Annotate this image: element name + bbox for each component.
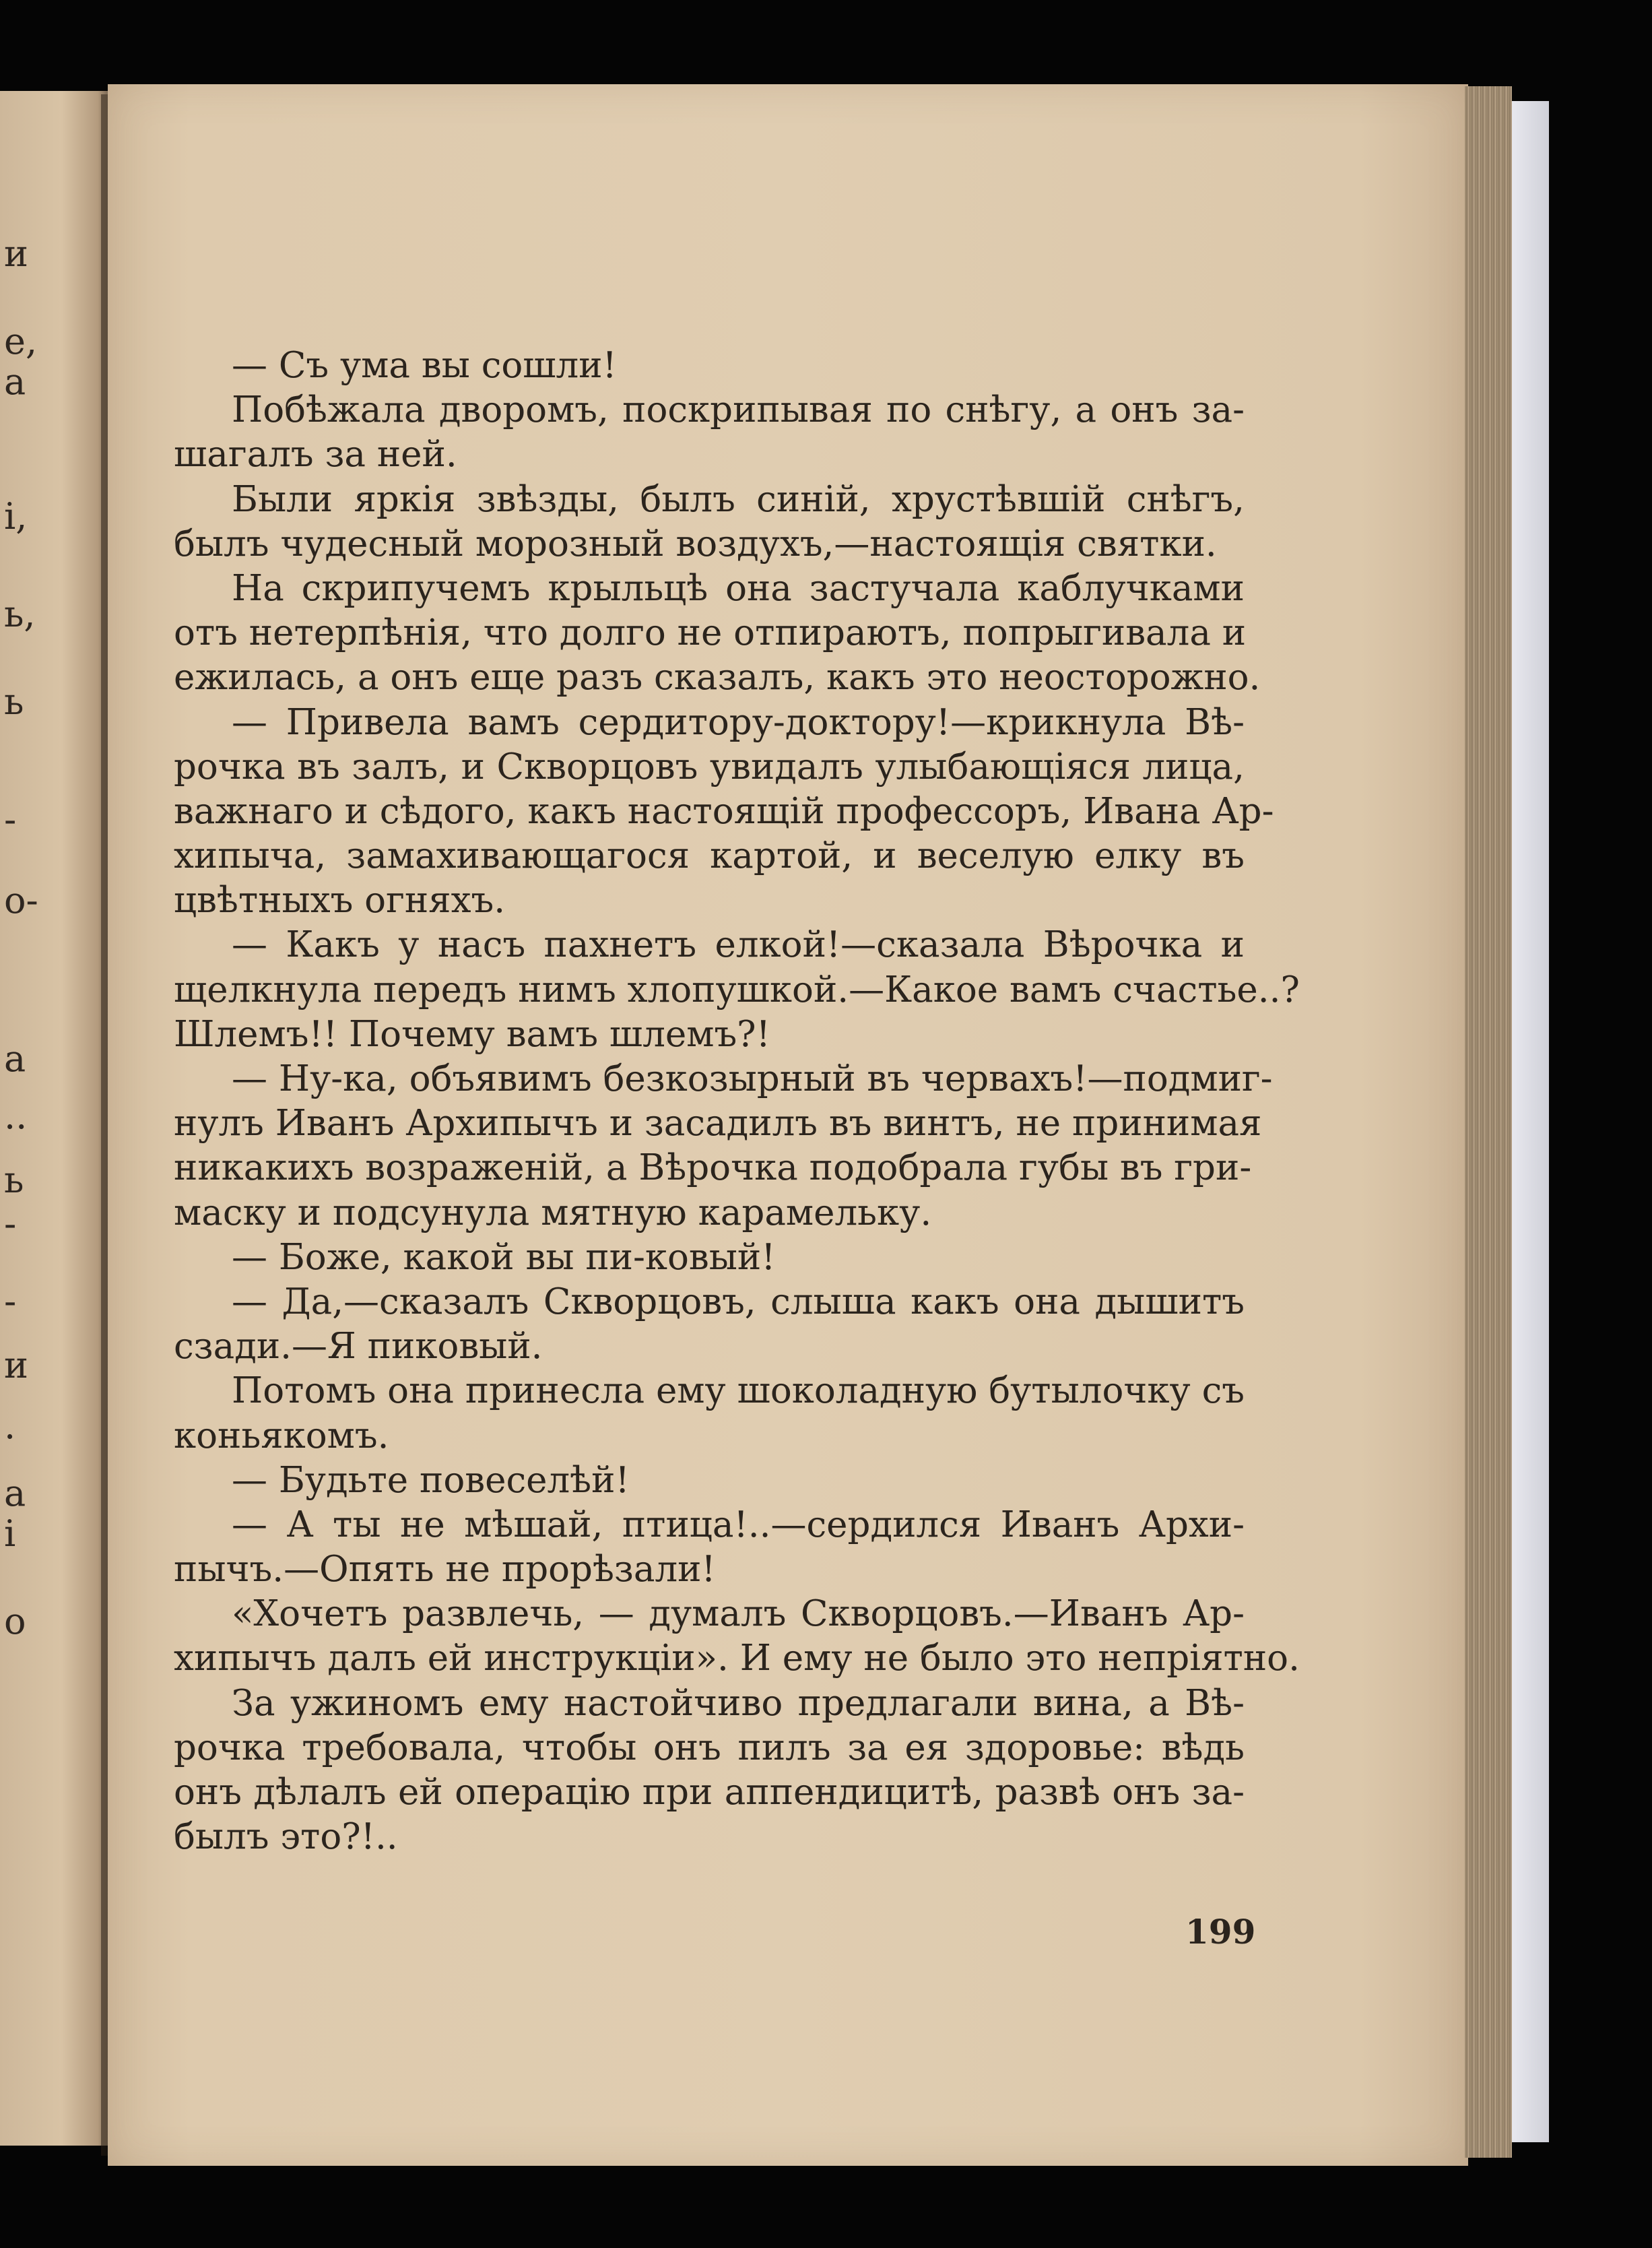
left-page-fragment: а — [4, 1037, 26, 1080]
left-page-fragment: а — [4, 1472, 26, 1514]
previous-page-edge — [0, 91, 111, 2146]
text-line: маску и подсунула мятную карамельку. — [174, 1192, 932, 1233]
left-page-fragment: о — [4, 1600, 26, 1642]
text-line: отъ нетерпѣнія, что долго не отпираютъ, попрыгивала и — [174, 612, 1247, 654]
text-line: Шлемъ!! Почему вамъ шлемъ?! — [174, 1013, 770, 1055]
text-line: ежилась, а онъ еще разъ сказалъ, какъ это неосторожно. — [174, 657, 1261, 699]
text-line: — А ты не мѣшай, птица!..—сердился Иванъ Архи- — [232, 1504, 1245, 1545]
text-line: — Да,—сказалъ Скворцовъ, слыша какъ она дышитъ — [232, 1281, 1245, 1322]
text-line: За ужиномъ ему настойчиво предлагали вина, а Вѣ- — [232, 1682, 1245, 1724]
text-line: — Боже, какой вы пи-ковый! — [232, 1236, 776, 1278]
text-line: — Съ ума вы сошли! — [232, 345, 617, 386]
left-page-fragment: е, — [4, 320, 38, 362]
left-page-fragment: ь — [4, 1159, 24, 1201]
text-line: На скрипучемъ крыльцѣ она застучала каблучками — [232, 567, 1245, 609]
page-number: 199 — [1185, 1912, 1256, 1952]
left-page-fragment: . — [4, 1405, 16, 1447]
text-line: онъ дѣлалъ ей операцію при аппендицитѣ, развѣ онъ за- — [174, 1772, 1245, 1813]
text-line: Побѣжала дворомъ, поскрипывая по снѣгу, а онъ за- — [232, 389, 1245, 431]
text-line: былъ это?!.. — [174, 1816, 398, 1858]
text-line: — Будьте повеселѣй! — [232, 1459, 630, 1501]
text-line: сзади.—Я пиковый. — [174, 1326, 543, 1368]
text-line: рочка въ залъ, и Скворцовъ увидалъ улыбающіяся лица, — [174, 746, 1245, 788]
left-page-fragment: ь, — [4, 593, 36, 635]
text-line: — Какъ у насъ пахнетъ елкой!—сказала Вѣрочка и — [232, 924, 1245, 966]
text-line: — Привела вамъ сердитору-доктору!—крикнула Вѣ- — [232, 701, 1245, 743]
left-page-fragment: ь — [4, 680, 24, 723]
text-line: коньякомъ. — [174, 1415, 389, 1456]
text-line: цвѣтныхъ огняхъ. — [174, 880, 506, 922]
left-page-fragment: а — [4, 360, 26, 403]
left-page-fragment: и — [4, 232, 28, 275]
text-line: важнаго и сѣдого, какъ настоящій профессоръ, Ивана Ар- — [174, 790, 1274, 832]
left-page-fragment: - — [4, 1280, 17, 1322]
text-line: шагалъ за ней. — [174, 434, 457, 476]
left-page-fragment: і, — [4, 495, 28, 538]
text-line: рочка требовала, чтобы онъ пилъ за ея здоровье: вѣдь — [174, 1727, 1245, 1768]
page-stack-edge — [1465, 86, 1512, 2158]
left-page-fragment: и — [4, 1344, 28, 1386]
cover-edge — [1512, 101, 1549, 2142]
text-line: Потомъ она принесла ему шоколадную бутылочку съ — [232, 1370, 1245, 1412]
text-line: нулъ Иванъ Архипычъ и засадилъ въ винтъ, не принимая — [174, 1103, 1262, 1145]
text-line: пычъ.—Опять не прорѣзали! — [174, 1549, 716, 1591]
text-line: — Ну-ка, объявимъ безкозырный въ червахъ!—подмиг- — [232, 1058, 1273, 1099]
text-line: никакихъ возраженій, а Вѣрочка подобрала губы въ гри- — [174, 1147, 1252, 1189]
left-page-fragment: .. — [4, 1095, 28, 1137]
left-page-fragment: о- — [4, 879, 38, 922]
text-line: Были яркія звѣзды, былъ синій, хрустѣвшій снѣгъ, — [232, 478, 1245, 520]
page-text — [174, 344, 1300, 1859]
text-line: хипыча, замахивающагося картой, и веселую елку въ — [174, 835, 1245, 877]
text-line: былъ чудесный морозный воздухъ,—настоящія святки. — [174, 523, 1217, 565]
text-line: «Хочетъ развлечь, — думалъ Скворцовъ.—Иванъ Ар- — [232, 1593, 1245, 1635]
left-page-fragment: - — [4, 1202, 17, 1245]
left-page-fragment: - — [4, 798, 17, 841]
text-line: хипычъ далъ ей инструкціи». И ему не было это непріятно. — [174, 1638, 1300, 1679]
left-page-fragment: і — [4, 1512, 16, 1555]
text-line: щелкнула передъ нимъ хлопушкой.—Какое вамъ счастье..? — [174, 969, 1300, 1010]
